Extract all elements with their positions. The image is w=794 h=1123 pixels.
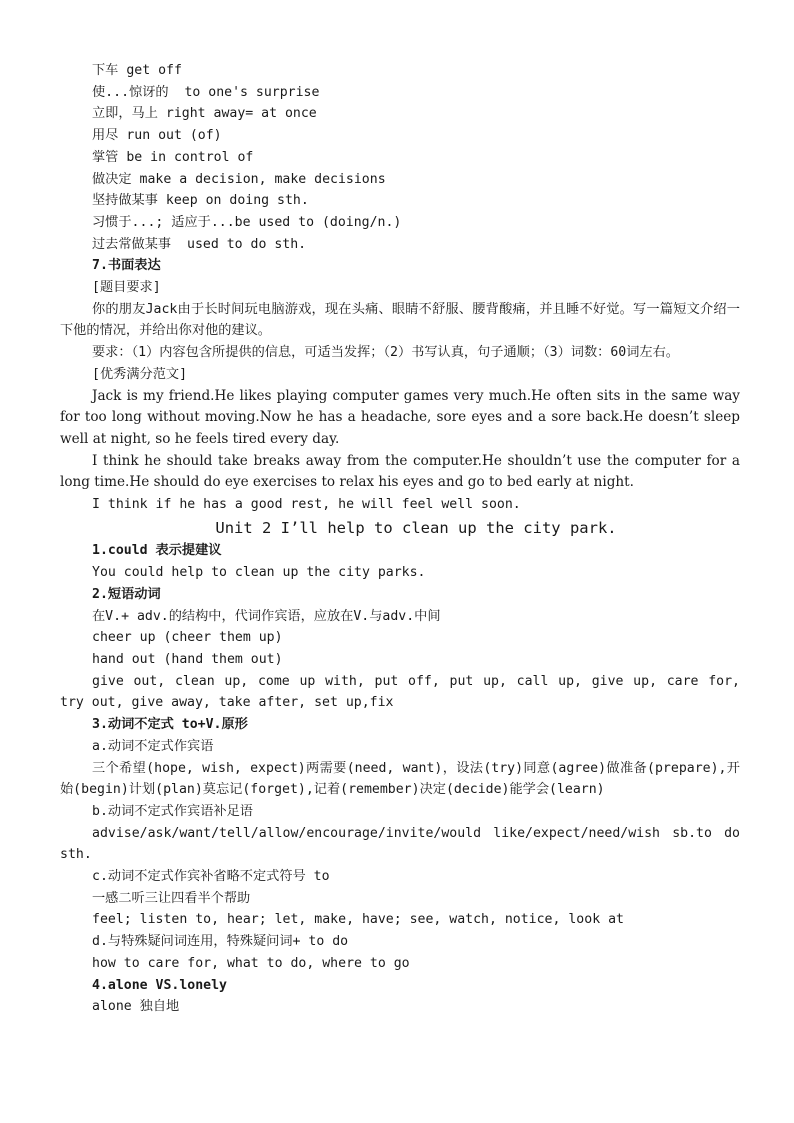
phrase-line: 习惯于...; 适应于...be used to (doing/n.): [92, 214, 402, 230]
example-phrase: cheer up (cheer them up): [92, 630, 283, 646]
mnemonic: 一感二听三让四看半个帮助: [92, 890, 251, 906]
phrase-line: 使...惊讶的 to one's surprise: [92, 84, 320, 100]
bare-infinitive-verbs: feel; listen to, hear; let, make, have; see, watch, notice, look at: [92, 912, 624, 928]
definition: alone 独自地: [92, 999, 180, 1015]
phrase-line: 做决定 make a decision, make decisions: [92, 171, 386, 187]
subheading: c.动词不定式作宾补省略不定式符号 to: [92, 869, 330, 885]
phrase-line: 下车 get off: [92, 63, 182, 78]
example-phrase: hand out (hand them out): [92, 651, 283, 667]
infinitive-complement-verbs: advise/ask/want/tell/allow/encourage/invite/would like/expect/need/wish sb.to do sth.: [60, 825, 740, 863]
phrasal-verb-list: give out, clean up, come up with, put off, put up, call up, give up, care for, try out, give away, take after, set up,fix: [60, 673, 740, 711]
unit-title: Unit 2 I’ll help to clean up the city park.: [215, 518, 617, 537]
section-heading-infinitive: 3.动词不定式 to+V.原形: [92, 717, 248, 733]
grammar-rule: 在V.+ adv.的结构中，代词作宾语，应放在V.与adv.中间: [92, 608, 441, 624]
phrase-line: 坚持做某事 keep on doing sth.: [92, 193, 309, 209]
example-sentence: You could help to clean up the city parks.: [92, 565, 426, 581]
subheading: d.与特殊疑问词连用，特殊疑问词+ to do: [92, 934, 349, 950]
sample-essay-label: [优秀满分范文]: [92, 366, 188, 382]
phrase-line: 立即，马上 right away= at once: [92, 106, 317, 122]
document-page: [60, 60, 740, 1018]
sample-paragraph-3: I think if he has a good rest, he will feel well soon.: [92, 497, 521, 513]
phrase-line: 过去常做某事 used to do sth.: [92, 236, 307, 252]
subheading: a.动词不定式作宾语: [92, 738, 214, 754]
writing-task: 你的朋友Jack由于长时间玩电脑游戏，现在头痛、眼睛不舒服、腰背酸痛，并且睡不好觉。写一篇短文介绍一下他的情况，并给出你对他的建议。: [60, 301, 740, 339]
infinitive-object-verbs: 三个希望(hope, wish, expect)两需要(need, want)，设法(try)同意(agree)做准备(prepare),开始(begin)计划(plan)莫忘记(forget),记着(remember)决定(decide)能学会(learn): [60, 760, 740, 798]
phrase-line: 用尽 run out (of): [92, 128, 222, 144]
task-requirement-label: [题目要求]: [92, 280, 161, 296]
phrase-line: 掌管 be in control of: [92, 149, 254, 165]
subheading: b.动词不定式作宾语补足语: [92, 803, 253, 819]
example-phrase: how to care for, what to do, where to go: [92, 955, 410, 971]
writing-requirements: 要求：（1）内容包含所提供的信息，可适当发挥；（2）书写认真，句子通顺；（3）词数：60词左右。: [92, 345, 679, 361]
sample-paragraph-2: I think he should take breaks away from the computer.He shouldn’t use the computer for a long time.He should do eye exercises to relax his eyes and go to bed early at night.: [60, 452, 740, 491]
section-heading-could: 1.could 表示提建议: [92, 543, 222, 559]
section-heading-phrasal-verbs: 2.短语动词: [92, 586, 161, 602]
sample-paragraph-1: Jack is my friend.He likes playing computer games very much.He often sits in the same way for too long without moving.Now he has a headache, sore eyes and a sore back.He doesn’t sleep well at night, so he feels tired every day.: [60, 387, 740, 447]
section-heading-writing: 7.书面表达: [92, 258, 161, 274]
section-heading-alone-lonely: 4.alone VS.lonely: [92, 977, 227, 993]
